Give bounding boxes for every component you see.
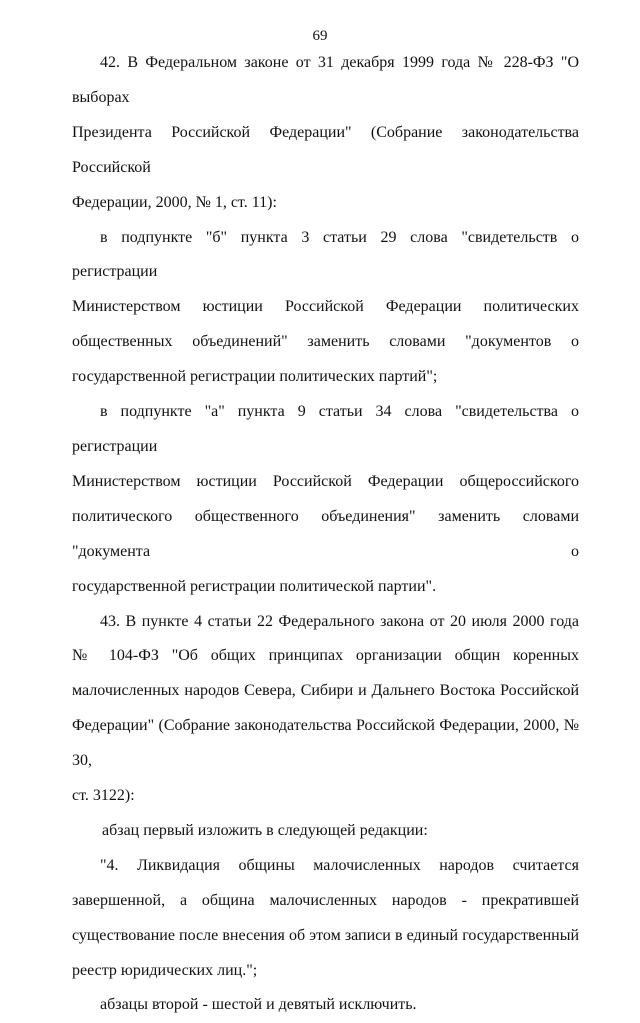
text-line: "4. Ликвидация общины малочисленных народов считается — [100, 856, 579, 874]
text-line: абзацы второй - шестой и девятый исключить. — [100, 996, 417, 1014]
page-number: 69 — [312, 28, 328, 44]
text-line: государственной регистрации политической партии". — [72, 577, 437, 595]
text-line: реестр юридических лиц."; — [72, 961, 258, 979]
text-line: Федерации" (Собрание законодательства Российской Федерации, 2000, № 30, — [72, 717, 579, 770]
paragraph-43-new-text — [72, 849, 579, 989]
text-line: общественных объединений" заменить словами "документов о — [72, 333, 579, 351]
text-line: в подпункте "а" пункта 9 статьи 34 слова "свидетельства о регистрации — [72, 403, 579, 455]
paragraph-42-subpoint-a — [72, 395, 579, 604]
paragraph-42-subpoint-b — [72, 221, 579, 396]
text-line: ст. 3122): — [72, 787, 135, 805]
text-line: государственной регистрации политических партий"; — [72, 368, 438, 386]
paragraph-43-exclude — [72, 988, 579, 1023]
paragraph-43-first-abzac — [72, 814, 579, 849]
document-body — [72, 46, 579, 1023]
text-line: завершенной, а община малочисленных народов - прекратившей — [72, 891, 579, 909]
text-line: 43. В пункте 4 статьи 22 Федерального закона от 20 июля 2000 года — [100, 612, 579, 630]
text-line: Федерации, 2000, № 1, ст. 11): — [72, 193, 277, 211]
text-line: 42. В Федеральном законе от 31 декабря 1999 года № 228-ФЗ "О выборах — [72, 54, 579, 106]
text-line: Министерством юстиции Российской Федерации общероссийского — [72, 472, 579, 490]
paragraph-43 — [72, 605, 579, 814]
text-line: малочисленных народов Севера, Сибири и Дальнего Востока Российской — [72, 682, 579, 700]
text-line: Министерством юстиции Российской Федерации политических — [72, 298, 579, 316]
paragraph-42 — [72, 46, 579, 221]
text-line: политического общественного объединения" заменить словами "документа о — [72, 507, 579, 560]
text-line: Президента Российской Федерации" (Собрание законодательства Российской — [72, 123, 579, 176]
text-line: в подпункте "б" пункта 3 статьи 29 слова "свидетельств о регистрации — [72, 228, 579, 281]
text-line: существование после внесения об этом записи в единый государственный — [72, 926, 579, 944]
text-line: абзац первый изложить в следующей редакции: — [102, 821, 428, 839]
text-line: № 104-ФЗ "Об общих принципах организации общин коренных — [72, 647, 579, 665]
